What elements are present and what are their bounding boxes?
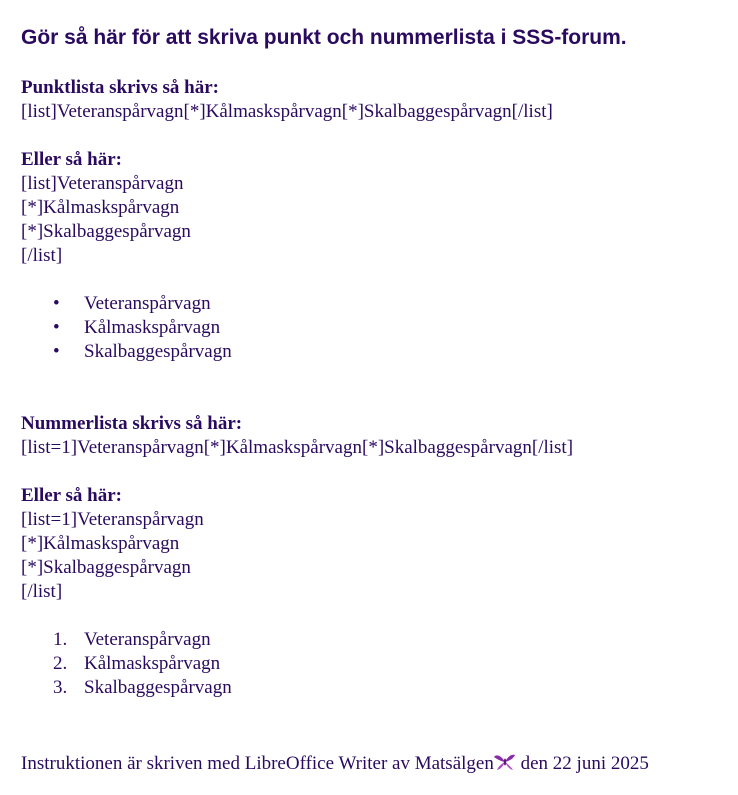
number-alt-heading: Eller så här: (21, 485, 122, 506)
list-item (21, 316, 721, 340)
list-item (21, 292, 721, 316)
bullet-code-line: [*]Skalbaggespårvagn (21, 221, 191, 242)
page-title: Gör så här för att skriva punkt och nummerlista i SSS-forum. (21, 26, 627, 49)
list-item-label: Skalbaggespårvagn (84, 341, 232, 362)
number-code-line: [*]Kålmaskspårvagn (21, 533, 180, 554)
rendered-number-list (21, 628, 721, 700)
number-code-line: [list=1]Veteranspårvagn (21, 509, 204, 530)
list-item (21, 340, 721, 364)
bullet-heading: Punktlista skrivs så här: (21, 77, 219, 98)
number-marker: 1. (53, 629, 68, 650)
rendered-bullet-list (21, 292, 721, 364)
spacer (21, 52, 721, 76)
number-code-line: [/list] (21, 581, 63, 602)
bullet-code-line: [/list] (21, 245, 63, 266)
list-item (21, 652, 721, 676)
bullet-marker: • (53, 317, 60, 338)
spacer (21, 604, 721, 628)
number-marker: 3. (53, 677, 68, 698)
footer-date: den 22 juni 2025 (515, 753, 649, 774)
list-item-label: Veteranspårvagn (84, 293, 211, 314)
bullet-code-line: [list]Veteranspårvagn (21, 173, 184, 194)
number-code-line: [*]Skalbaggespårvagn (21, 557, 191, 578)
bullet-marker: • (53, 341, 60, 362)
footer-text: Instruktionen är skriven med LibreOffice Writer av Matsälgen (21, 753, 494, 774)
number-heading: Nummerlista skrivs så här: (21, 413, 243, 434)
list-item-label: Kålmaskspårvagn (84, 317, 221, 338)
bullet-marker: • (53, 293, 60, 314)
list-item-label: Veteranspårvagn (84, 629, 211, 650)
list-item-label: Skalbaggespårvagn (84, 677, 232, 698)
document-page (21, 24, 721, 700)
spacer (21, 124, 721, 148)
bullet-alt-heading: Eller så här: (21, 149, 122, 170)
spacer (21, 364, 721, 388)
bullet-inline-code: [list]Veteranspårvagn[*]Kålmaskspårvagn[*]Skalbaggespårvagn[/list] (21, 101, 553, 122)
list-item-label: Kålmaskspårvagn (84, 653, 221, 674)
moth-icon (494, 753, 516, 771)
footer-note (21, 752, 649, 776)
number-inline-code: [list=1]Veteranspårvagn[*]Kålmaskspårvagn[*]Skalbaggespårvagn[/list] (21, 437, 574, 458)
spacer (21, 268, 721, 292)
spacer (21, 460, 721, 484)
list-item (21, 676, 721, 700)
list-item (21, 628, 721, 652)
bullet-code-line: [*]Kålmaskspårvagn (21, 197, 180, 218)
spacer (21, 388, 721, 412)
number-marker: 2. (53, 653, 68, 674)
